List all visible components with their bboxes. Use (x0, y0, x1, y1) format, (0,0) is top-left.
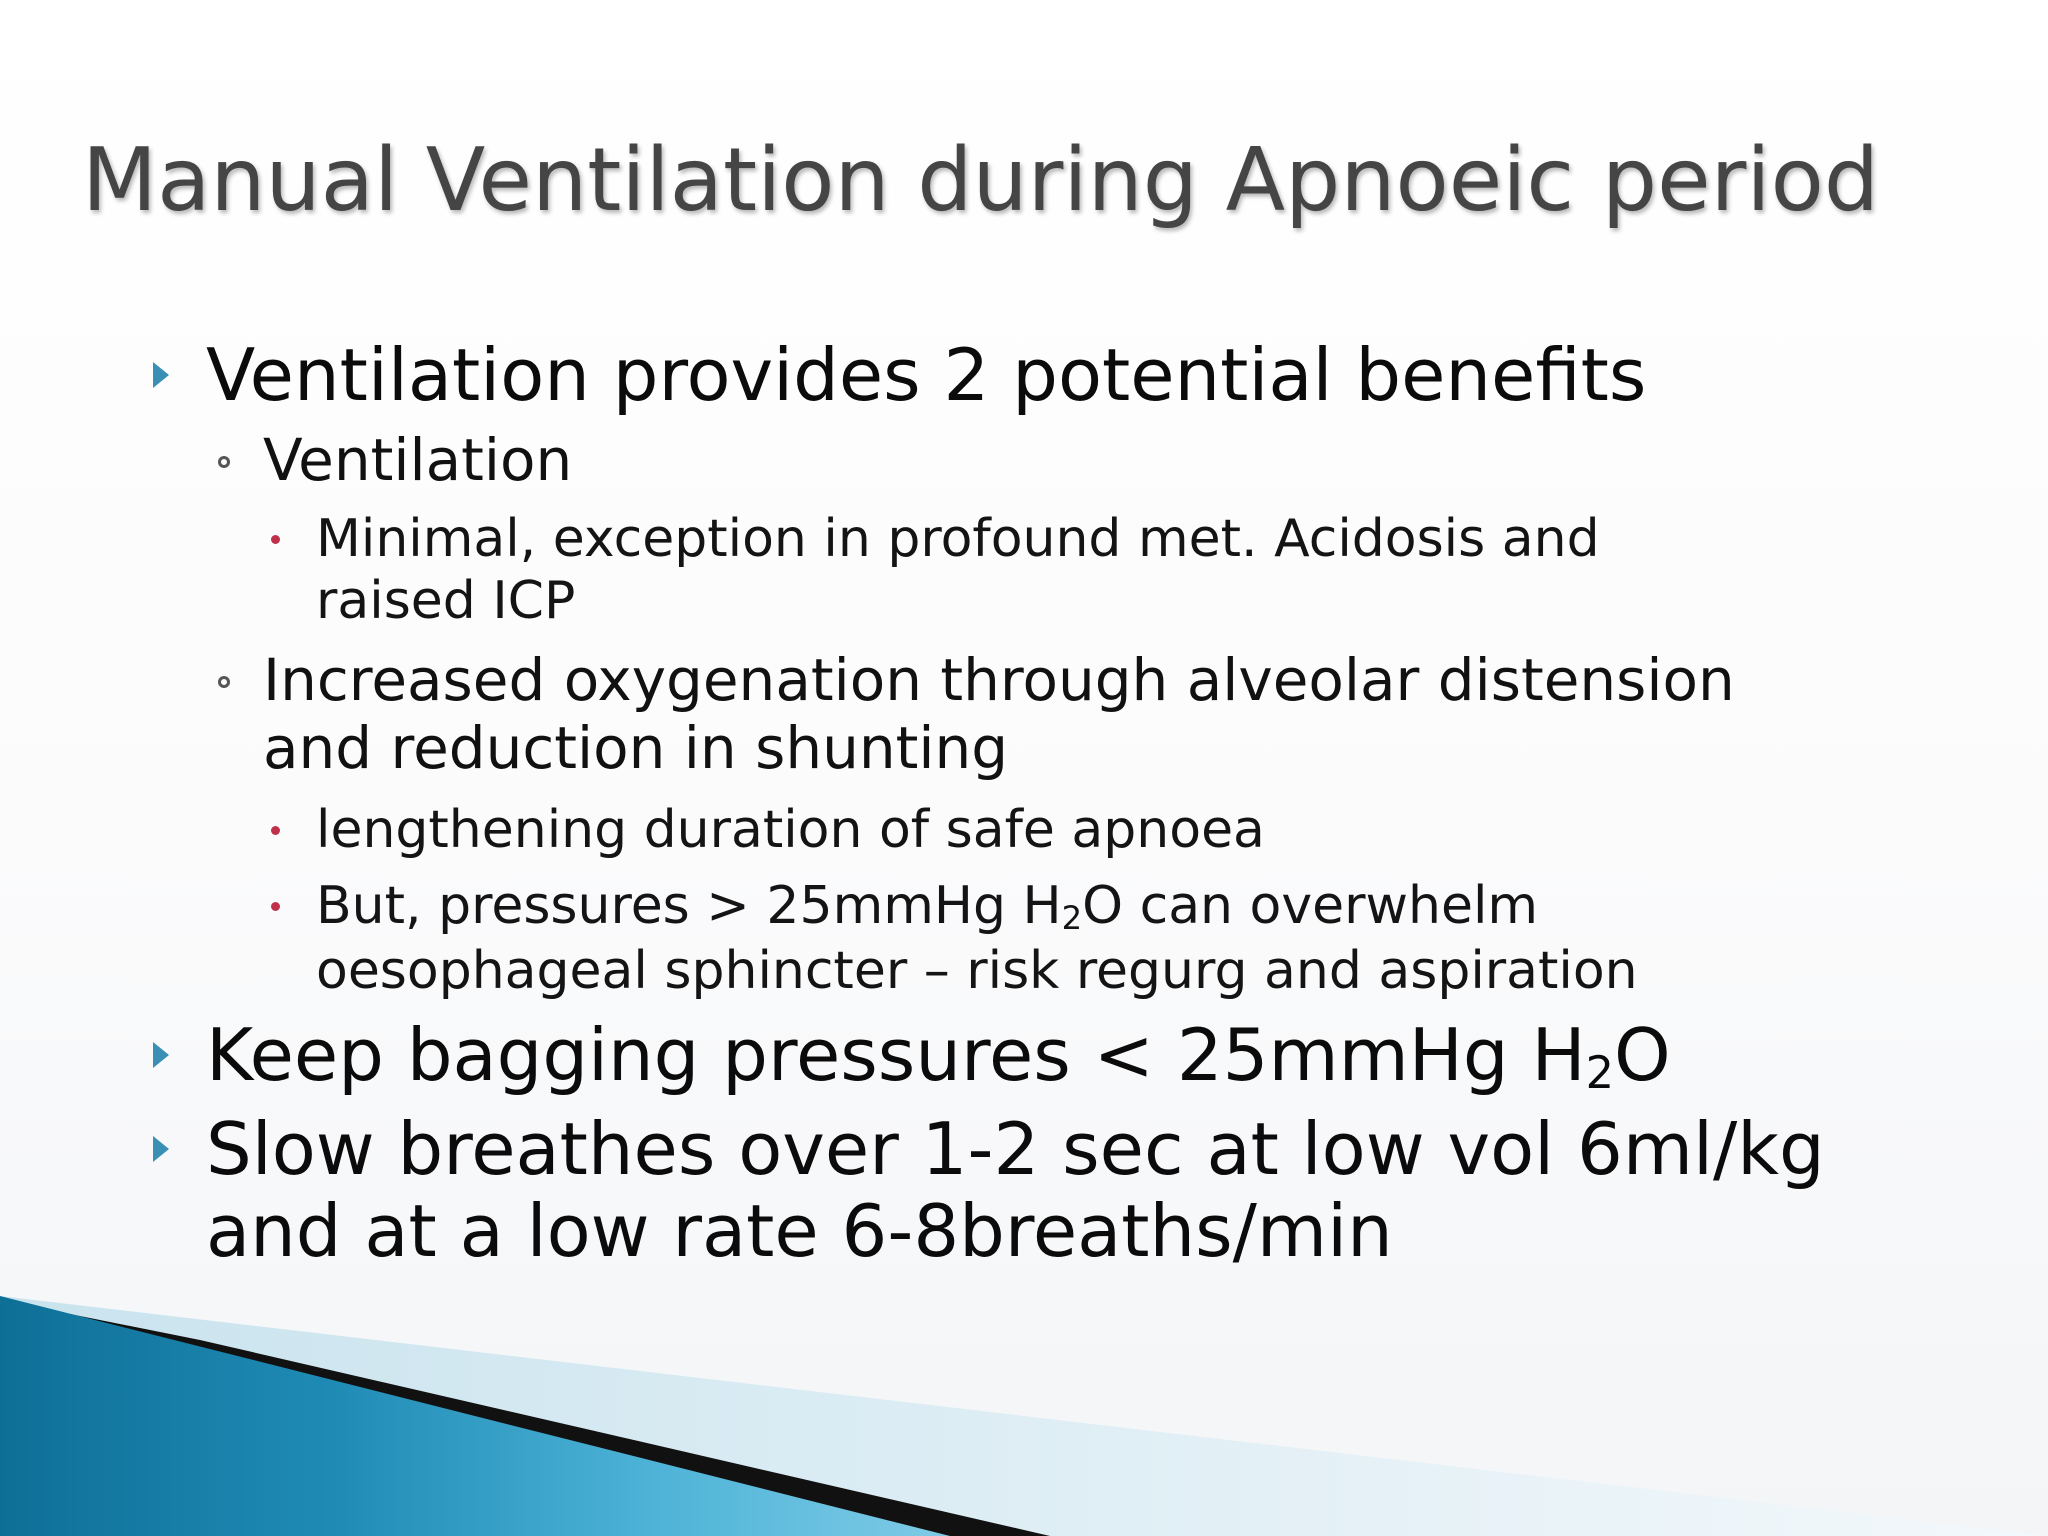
bullet-l3-minimal-line2: raised ICP (316, 571, 576, 631)
dot-bullet-icon (271, 826, 280, 835)
bullet-l1-bagging (206, 1013, 1671, 1100)
triangle-bullet-icon (153, 1136, 169, 1162)
bullet-l3-lengthening: lengthening duration of safe apnoea (316, 800, 1265, 860)
bullet-l2-oxygenation-line2: and reduction in shunting (263, 714, 1009, 782)
triangle-bullet-icon (153, 1042, 169, 1068)
triangle-bullet-icon (153, 362, 169, 388)
bullet-l1-slow-line2: and at a low rate 6-8breaths/min (206, 1189, 1393, 1273)
bullet-l2-ventilation: Ventilation (263, 426, 573, 494)
bullet-l3-pressures-pre: But, pressures > 25mmHg H (316, 876, 1062, 936)
bullet-l2-oxygenation-line1: Increased oxygenation through alveolar distension (263, 646, 1735, 714)
bullet-l1-bagging-pre: Keep bagging pressures < 25mmHg H (206, 1013, 1586, 1097)
bullet-l3-pressures-post: O can overwhelm (1082, 876, 1539, 936)
bullet-l3-minimal-line1: Minimal, exception in profound met. Acidosis and (316, 509, 1600, 569)
dot-bullet-icon (271, 535, 280, 544)
bullet-l1-slow-line1: Slow breathes over 1-2 sec at low vol 6ml/kg (206, 1107, 1825, 1191)
bullet-l1-bagging-post: O (1614, 1013, 1671, 1097)
bullet-l3-pressures-line2: oesophageal sphincter – risk regurg and aspiration (316, 941, 1638, 1001)
subscript-2: 2 (1061, 898, 1083, 937)
slide-title: Manual Ventilation during Apnoeic period (82, 129, 1880, 231)
ring-bullet-icon (218, 676, 230, 688)
ring-bullet-icon (218, 456, 230, 468)
subscript-2: 2 (1585, 1047, 1615, 1100)
bullet-l1-benefits: Ventilation provides 2 potential benefits (206, 333, 1647, 417)
bullet-l3-pressures-line1 (316, 875, 1538, 937)
dot-bullet-icon (271, 902, 280, 911)
